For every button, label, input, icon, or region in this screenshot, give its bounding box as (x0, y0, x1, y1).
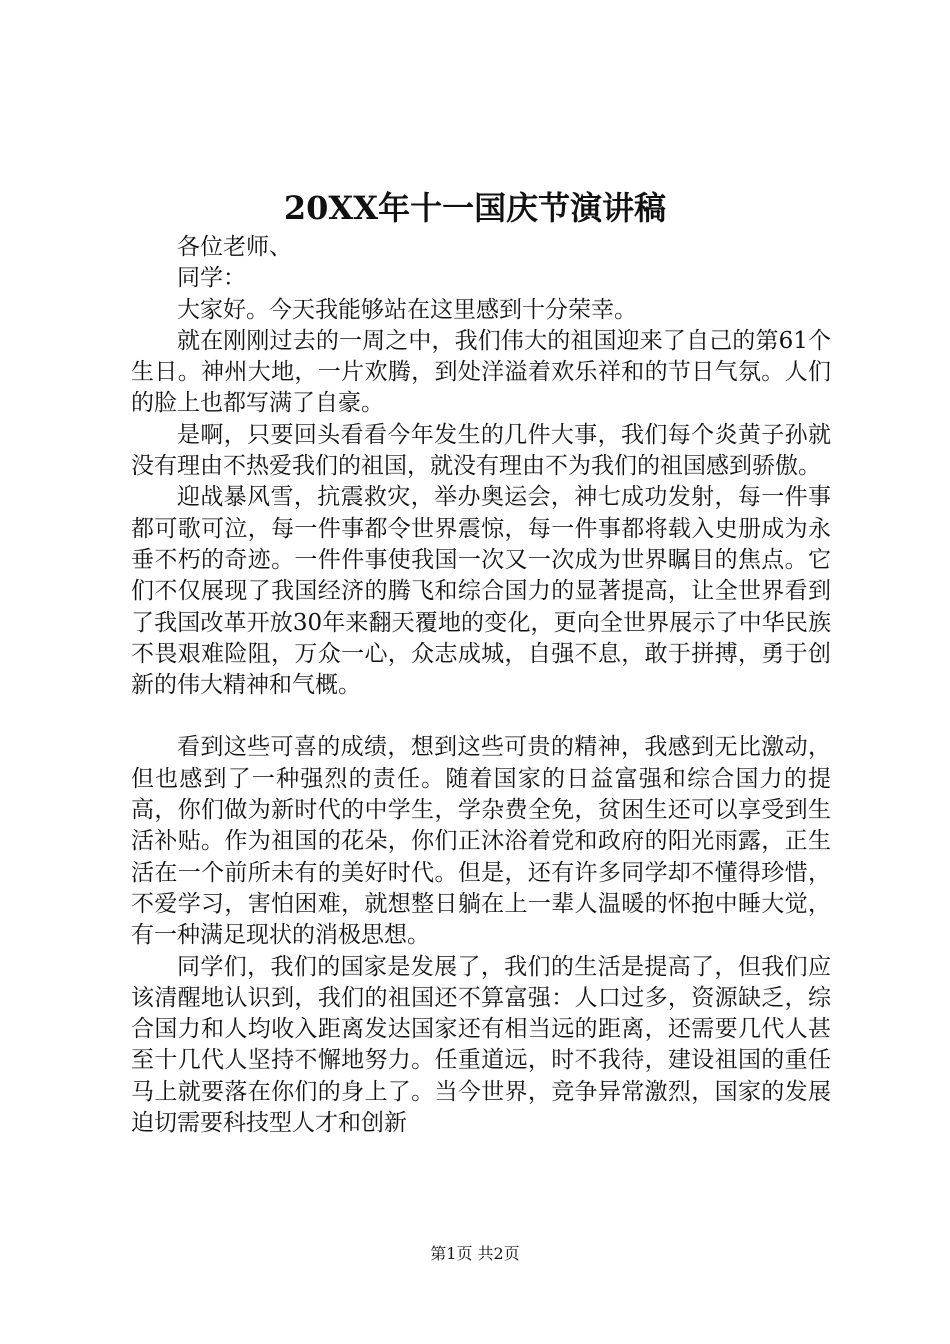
salutation-line-2: 同学： (177, 265, 246, 292)
page-number-footer: 第1页 共2页 (430, 1244, 520, 1263)
document-body (131, 232, 831, 1139)
paragraph-5: 看到这些可喜的成绩，想到这些可贵的精神，我感到无比激动，但也感到了一种强烈的责任。随着国家的日益富强和综合国力的提高，你们做为新时代的中学生，学杂费全免，贫困生还可以享受到生活补贴。作为祖国的花朵，你们正沐浴着党和政府的阳光雨露，正生活在一个前所未有的美好时代。但是，还有许多同学却不懂得珍惜，不爱学习，害怕困难，就想整日躺在上一辈人温暖的怀抱中睡大觉，有一种满足现状的消极思想。 (131, 734, 831, 949)
salutation-line-1: 各位老师、 (177, 234, 292, 260)
paragraph-6: 同学们，我们的国家是发展了，我们的生活是提高了，但我们应该清醒地认识到，我们的祖国还不算富强：人口过多，资源缺乏，综合国力和人均收入距离发达国家还有相当远的距离，还需要几代人甚至十几代人坚持不懈地努力。任重道远，时不我待，建设祖国的重任马上就要落在你们的身上了。当今世界，竞争异常激烈，国家的发展迫切需要科技型人才和创新 (131, 953, 831, 1137)
paragraph-3: 是啊，只要回头看看今年发生的几件大事，我们每个炎黄子孙就没有理由不热爱我们的祖国，就没有理由不为我们的祖国感到骄傲。 (131, 421, 831, 480)
paragraph-1: 大家好。今天我能够站在这里感到十分荣幸。 (177, 296, 637, 323)
document-title: 20XX年十一国庆节演讲稿 (283, 189, 667, 227)
paragraph-2: 就在刚刚过去的一周之中，我们伟大的祖国迎来了自己的第61个生日。神州大地，一片欢腾，到处洋溢着欢乐祥和的节日气氛。人们的脸上也都写满了自豪。 (131, 327, 831, 417)
paragraph-4: 迎战暴风雪，抗震救灾，举办奥运会，神七成功发射，每一件事都可歌可泣，每一件事都令世界震惊，每一件事都将载入史册成为永垂不朽的奇迹。一件件事使我国一次又一次成为世界瞩目的焦点。它们不仅展现了我国经济的腾飞和综合国力的显著提高，让全世界看到了我国改革开放30年来翻天覆地的变化，更向全世界展示了中华民族不畏艰难险阻，万众一心，众志成城，自强不息，敢于拼搏，勇于创新的伟大精神和气概。 (131, 484, 831, 699)
